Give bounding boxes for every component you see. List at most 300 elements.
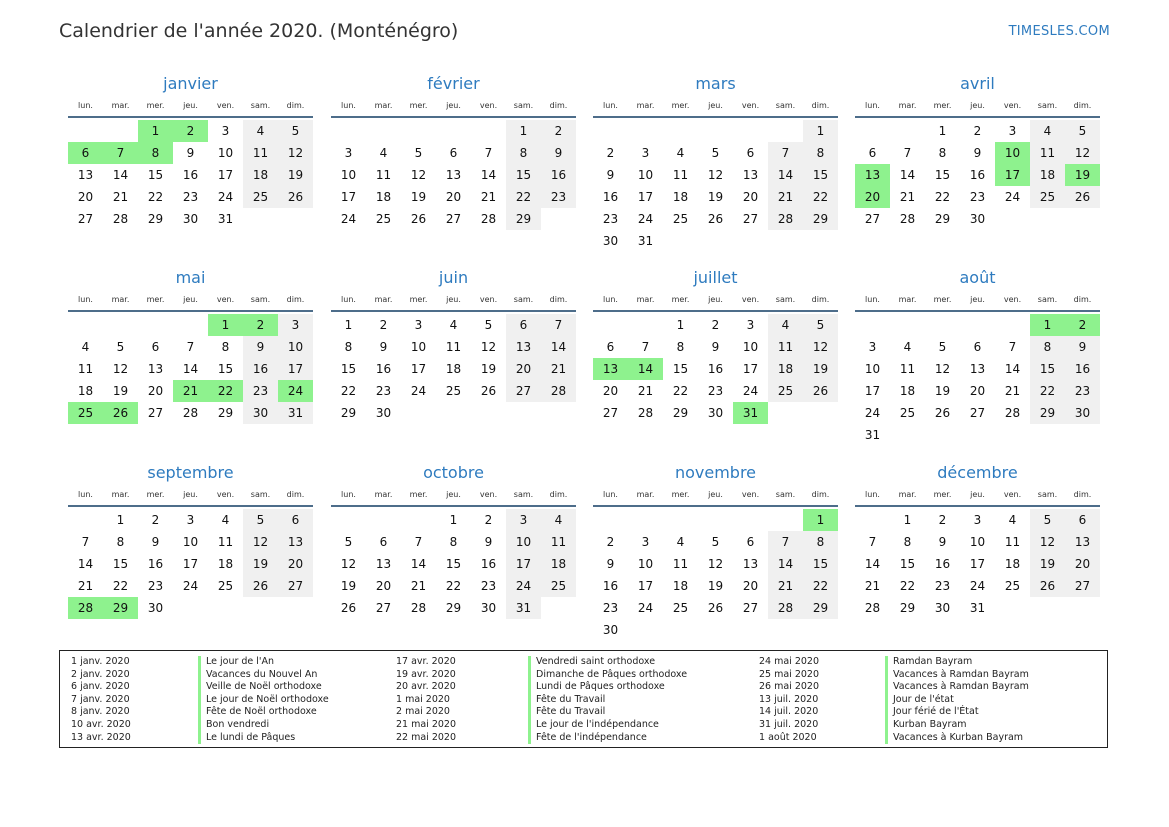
weekday-label: ven. [1003,101,1022,110]
day-cell: 17 [864,384,881,398]
legend-holiday-name: Dimanche de Pâques orthodoxe [528,669,687,682]
day-cell: 10 [864,362,881,376]
weekday-label: mar. [898,295,917,304]
day-cell: 5 [278,120,313,142]
day-cell: 21 [480,190,497,204]
day-cell: 3 [973,513,982,527]
day-cell: 29 [147,212,164,226]
day-cell: 7 [641,340,650,354]
day-cell: 1 [449,513,458,527]
day-cell: 5 [938,340,947,354]
weekday-label: dim. [286,101,305,110]
page-title: Calendrier de l'année 2020. (Monténégro) [59,20,459,42]
day-cell: 23 [602,212,619,226]
empty-cell [628,509,663,531]
empty-cell [628,314,663,336]
weekday-label: lun. [341,490,356,499]
legend-date: 6 janv. 2020 [71,681,130,693]
day-cell: 28 [541,380,576,402]
empty-cell [401,120,436,142]
legend-date: 24 mai 2020 [759,656,820,667]
day-cell: 11 [768,336,803,358]
day-cell: 23 [541,186,576,208]
day-cell: 9 [938,535,947,549]
day-cell: 10 [410,340,427,354]
day-cell: 18 [1030,164,1065,186]
month-0 [68,72,313,230]
day-cell: 10 [742,340,759,354]
day-cell: 22 [899,579,916,593]
day-cell: 1 [803,120,838,142]
weekday-label: ven. [216,101,235,110]
day-cell: 17 [506,553,541,575]
weekday-label: jeu. [446,101,461,110]
day-cell: 15 [899,557,916,571]
day-cell: 16 [1065,358,1100,380]
weekday-label: mer. [146,490,165,499]
day-cell: 16 [147,557,164,571]
day-cell: 7 [868,535,877,549]
day-cell: 9 [484,535,493,549]
weekday-label: dim. [811,295,830,304]
day-cell: 29 [445,601,462,615]
empty-cell [68,120,103,142]
day-cell: 4 [676,146,685,160]
day-cell: 12 [243,531,278,553]
day-cell: 21 [410,579,427,593]
day-cell: 7 [541,314,576,336]
day-grid [331,120,576,230]
day-cell: 17 [742,362,759,376]
legend-holiday-name: Jour férié de l'État [885,706,1029,719]
day-cell: 12 [1065,142,1100,164]
day-cell: 25 [1030,186,1065,208]
weekday-label: dim. [286,490,305,499]
legend-holiday-name: Vacances à Kurban Bayram [885,732,1029,745]
day-cell: 30 [707,406,724,420]
day-cell: 24 [340,212,357,226]
day-cell: 31 [217,212,234,226]
day-cell: 13 [506,336,541,358]
weekday-label: sam. [513,490,534,499]
day-cell: 29 [803,597,838,619]
day-cell: 28 [480,212,497,226]
day-cell: 11 [243,142,278,164]
day-cell: 25 [899,406,916,420]
day-cell: 2 [243,314,278,336]
day-cell: 2 [151,513,160,527]
day-cell: 6 [746,535,755,549]
weekday-label: jeu. [970,101,985,110]
day-cell: 17 [410,362,427,376]
day-cell: 25 [445,384,462,398]
day-cell: 18 [1004,557,1021,571]
day-cell: 13 [375,557,392,571]
legend-date: 1 janv. 2020 [71,656,130,667]
weekday-label: lun. [341,101,356,110]
day-cell: 6 [868,146,877,160]
day-cell: 14 [182,362,199,376]
day-cell: 4 [1008,513,1017,527]
month-name: décembre [937,463,1018,482]
weekday-label: mar. [374,490,393,499]
day-cell: 4 [903,340,912,354]
weekday-header [331,96,576,118]
month-6 [593,266,838,424]
day-cell: 22 [934,190,951,204]
weekday-label: lun. [865,101,880,110]
weekday-label: ven. [479,101,498,110]
day-cell: 30 [375,406,392,420]
empty-cell [593,509,628,531]
legend-holiday-name: Fête du Travail [528,694,687,707]
month-2 [593,72,838,252]
day-cell: 3 [344,146,353,160]
empty-cell [103,314,138,336]
day-cell: 22 [672,384,689,398]
empty-cell [68,509,103,531]
weekday-label: lun. [341,295,356,304]
weekday-label: sam. [1037,295,1058,304]
legend-dates-col [759,656,819,744]
day-cell: 18 [445,362,462,376]
day-cell: 24 [217,190,234,204]
day-cell: 6 [1065,509,1100,531]
day-grid [68,314,313,424]
day-cell: 1 [506,120,541,142]
empty-cell [890,314,925,336]
month-name: juin [438,268,469,287]
day-cell: 24 [864,406,881,420]
day-cell: 20 [77,190,94,204]
legend-holiday-name: Ramdan Bayram [885,656,1029,669]
empty-cell [628,120,663,142]
day-cell: 25 [672,212,689,226]
day-cell: 17 [278,358,313,380]
empty-cell [436,120,471,142]
legend-names-col [528,656,687,744]
day-cell: 19 [707,579,724,593]
day-grid [855,314,1100,446]
legend-date: 8 janv. 2020 [71,706,130,718]
day-cell: 31 [969,601,986,615]
day-cell: 9 [541,142,576,164]
day-cell: 20 [506,358,541,380]
day-cell: 5 [803,314,838,336]
legend-date: 22 mai 2020 [396,731,457,743]
day-cell: 5 [711,146,720,160]
day-cell: 21 [173,380,208,402]
empty-cell [855,314,890,336]
day-cell: 15 [934,168,951,182]
day-cell: 10 [506,531,541,553]
day-cell: 21 [1004,384,1021,398]
weekday-label: mar. [374,295,393,304]
day-cell: 10 [969,535,986,549]
day-cell: 22 [506,186,541,208]
day-cell: 27 [864,212,881,226]
day-cell: 20 [147,384,164,398]
brand-link[interactable]: TIMESLES.COM [1008,24,1110,39]
day-cell: 14 [899,168,916,182]
weekday-label: mar. [374,101,393,110]
day-cell: 8 [903,535,912,549]
day-cell: 26 [480,384,497,398]
weekday-header [68,96,313,118]
day-cell: 3 [278,314,313,336]
day-cell: 17 [182,557,199,571]
legend-date: 13 avr. 2020 [71,731,131,743]
weekday-header [593,485,838,507]
month-1 [331,72,576,230]
day-cell: 28 [768,208,803,230]
day-cell: 16 [934,557,951,571]
weekday-label: dim. [549,101,568,110]
month-8 [68,461,313,619]
day-cell: 31 [278,402,313,424]
weekday-label: sam. [1037,101,1058,110]
weekday-label: jeu. [446,490,461,499]
day-cell: 30 [480,601,497,615]
day-cell: 14 [628,358,663,380]
day-cell: 22 [1030,380,1065,402]
day-cell: 19 [1065,164,1100,186]
day-cell: 23 [1065,380,1100,402]
empty-cell [960,314,995,336]
day-cell: 19 [1030,553,1065,575]
legend-holiday-name: Fête de Noël orthodoxe [198,706,329,719]
day-cell: 5 [711,535,720,549]
weekday-label: mer. [933,101,952,110]
day-cell: 23 [480,579,497,593]
day-cell: 22 [803,575,838,597]
day-cell: 29 [672,406,689,420]
day-cell: 19 [480,362,497,376]
day-grid [593,120,838,252]
day-cell: 1 [676,318,685,332]
day-cell: 27 [969,406,986,420]
legend-holiday-name: Veille de Noël orthodoxe [198,681,329,694]
month-name: janvier [163,74,218,93]
weekday-label: lun. [78,295,93,304]
day-cell: 9 [973,146,982,160]
day-cell: 15 [672,362,689,376]
day-cell: 2 [711,318,720,332]
legend-date: 2 mai 2020 [396,706,450,718]
day-cell: 18 [672,579,689,593]
day-cell: 17 [340,190,357,204]
day-cell: 8 [676,340,685,354]
legend-holiday-name: Le jour de Noël orthodoxe [198,694,329,707]
day-cell: 2 [484,513,493,527]
day-cell: 24 [969,579,986,593]
day-cell: 21 [112,190,129,204]
day-cell: 2 [938,513,947,527]
day-cell: 3 [221,124,230,138]
day-cell: 4 [768,314,803,336]
month-9 [331,461,576,619]
day-cell: 20 [742,579,759,593]
month-name: mars [695,74,736,93]
weekday-label: sam. [250,490,271,499]
day-cell: 21 [541,358,576,380]
month-4 [68,266,313,424]
month-name: juillet [693,268,738,287]
legend-date: 1 août 2020 [759,731,817,743]
day-cell: 5 [414,146,423,160]
empty-cell [733,120,768,142]
legend-date: 10 avr. 2020 [71,718,131,730]
day-cell: 29 [506,208,541,230]
day-cell: 14 [768,553,803,575]
day-cell: 11 [375,168,392,182]
day-cell: 14 [410,557,427,571]
weekday-header [68,485,313,507]
weekday-label: dim. [549,490,568,499]
day-cell: 20 [969,384,986,398]
day-cell: 6 [606,340,615,354]
day-cell: 15 [340,362,357,376]
day-cell: 14 [480,168,497,182]
empty-cell [68,314,103,336]
day-cell: 29 [1030,402,1065,424]
day-cell: 19 [243,553,278,575]
legend-holiday-name: Vacances du Nouvel An [198,669,329,682]
day-cell: 9 [243,336,278,358]
day-cell: 2 [1065,314,1100,336]
day-cell: 15 [506,164,541,186]
day-cell: 10 [182,535,199,549]
day-cell: 25 [243,186,278,208]
day-cell: 29 [217,406,234,420]
day-cell: 16 [243,358,278,380]
weekday-label: mar. [111,490,130,499]
month-name: mai [175,268,206,287]
day-cell: 4 [379,146,388,160]
day-cell: 8 [138,142,173,164]
day-cell: 25 [1004,579,1021,593]
day-cell: 11 [217,535,234,549]
weekday-label: lun. [78,101,93,110]
empty-cell [733,509,768,531]
day-cell: 28 [182,406,199,420]
weekday-label: sam. [250,101,271,110]
day-cell: 3 [641,146,650,160]
day-cell: 10 [995,142,1030,164]
day-cell: 13 [445,168,462,182]
day-cell: 8 [803,142,838,164]
legend-holiday-name: Le lundi de Pâques [198,732,329,745]
legend-date: 21 mai 2020 [396,718,457,730]
day-cell: 18 [672,190,689,204]
weekday-label: ven. [1003,295,1022,304]
legend-date: 2 janv. 2020 [71,668,130,680]
day-cell: 8 [506,142,541,164]
day-cell: 29 [103,597,138,619]
day-cell: 14 [541,336,576,358]
legend-holiday-name: Vacances à Ramdan Bayram [885,681,1029,694]
weekday-label: lun. [603,295,618,304]
day-cell: 27 [1065,575,1100,597]
weekday-label: mer. [671,101,690,110]
weekday-label: ven. [479,295,498,304]
weekday-label: mer. [933,490,952,499]
day-cell: 11 [77,362,94,376]
weekday-header [593,290,838,312]
day-cell: 22 [112,579,129,593]
weekday-label: lun. [865,490,880,499]
weekday-label: mar. [898,101,917,110]
day-cell: 18 [899,384,916,398]
weekday-label: ven. [216,295,235,304]
day-cell: 9 [1065,336,1100,358]
day-cell: 28 [68,597,103,619]
weekday-label: mar. [636,101,655,110]
day-cell: 8 [938,146,947,160]
day-cell: 30 [602,234,619,248]
day-cell: 15 [445,557,462,571]
day-cell: 3 [186,513,195,527]
weekday-label: ven. [741,295,760,304]
day-cell: 24 [410,384,427,398]
day-cell: 4 [81,340,90,354]
weekday-label: lun. [78,490,93,499]
legend-holiday-name: Vendredi saint orthodoxe [528,656,687,669]
empty-cell [593,314,628,336]
day-cell: 15 [112,557,129,571]
day-cell: 30 [934,601,951,615]
day-cell: 16 [541,164,576,186]
empty-cell [471,120,506,142]
weekday-label: ven. [216,490,235,499]
empty-cell [855,509,890,531]
day-grid [331,509,576,619]
weekday-label: lun. [865,295,880,304]
day-cell: 18 [768,358,803,380]
day-cell: 13 [1065,531,1100,553]
day-cell: 22 [340,384,357,398]
day-cell: 23 [147,579,164,593]
day-cell: 26 [803,380,838,402]
day-cell: 8 [116,535,125,549]
day-cell: 25 [68,402,103,424]
legend-date: 25 mai 2020 [759,668,820,680]
day-cell: 26 [707,212,724,226]
weekday-label: jeu. [708,295,723,304]
day-cell: 19 [340,579,357,593]
day-cell: 5 [344,535,353,549]
day-cell: 14 [112,168,129,182]
day-grid [331,314,576,424]
weekday-label: mer. [409,101,428,110]
empty-cell [890,120,925,142]
day-cell: 29 [803,208,838,230]
month-name: avril [960,74,995,93]
month-3 [855,72,1100,230]
day-cell: 11 [672,168,689,182]
day-cell: 28 [112,212,129,226]
day-cell: 16 [182,168,199,182]
day-cell: 25 [541,575,576,597]
day-cell: 24 [182,579,199,593]
day-cell: 17 [969,557,986,571]
day-cell: 27 [375,601,392,615]
day-cell: 12 [340,557,357,571]
empty-cell [138,314,173,336]
day-cell: 10 [637,168,654,182]
weekday-label: jeu. [708,101,723,110]
day-cell: 2 [606,146,615,160]
